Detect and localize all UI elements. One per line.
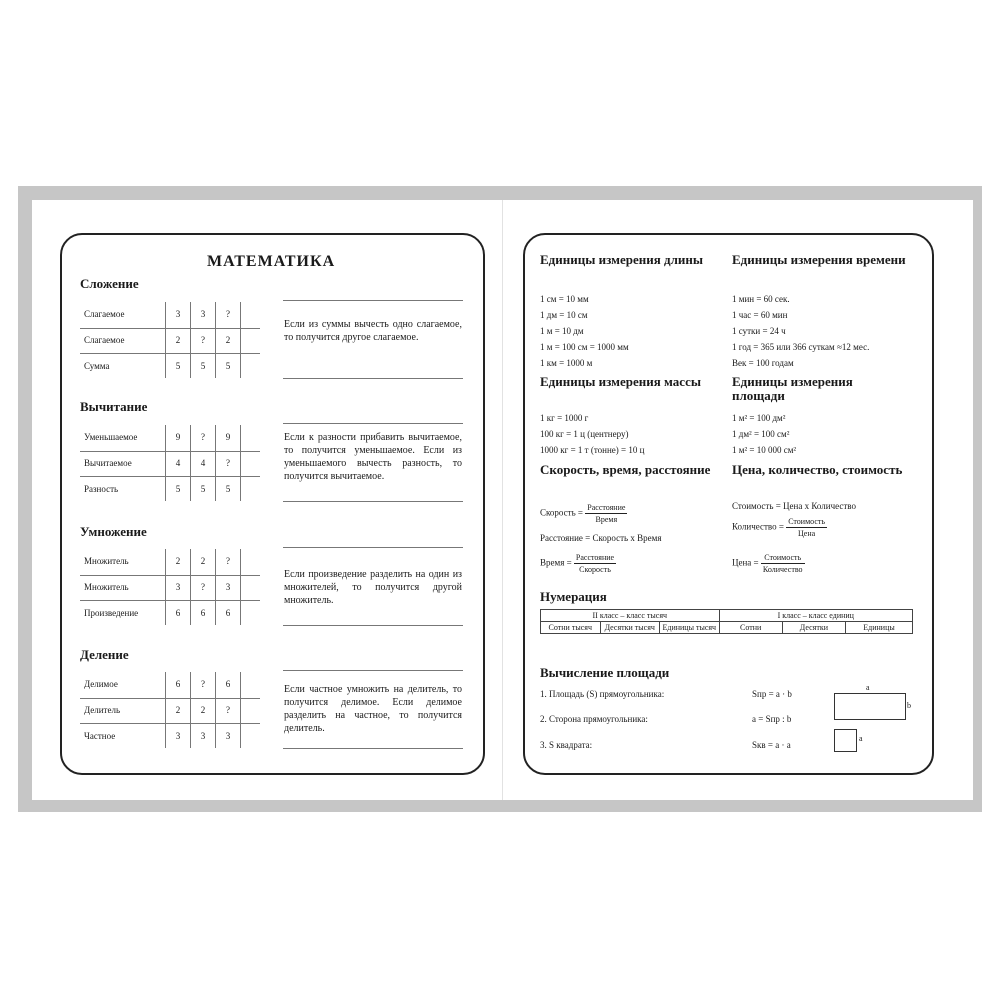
table-rule [80, 698, 260, 699]
row-label: Вычитаемое [84, 458, 132, 468]
cell-value: 3 [225, 731, 231, 741]
cell-value: 2 [175, 335, 181, 345]
table-rule [215, 425, 216, 501]
cell-value: 4 [175, 458, 181, 468]
place-cell: Единицы тысяч [660, 622, 720, 634]
areacalc-formula: Sкв = a · a [752, 740, 791, 750]
cell-value: 6 [225, 608, 231, 618]
note-rule [283, 423, 463, 424]
table-rule [240, 425, 241, 501]
numeration-table [540, 609, 913, 634]
cell-value: 6 [200, 608, 206, 618]
area-line: 1 м² = 10 000 см² [732, 445, 797, 455]
cell-value: ? [201, 335, 205, 345]
price-heading: Цена, количество, стоимость [732, 462, 903, 477]
note-rule [283, 670, 463, 671]
table-rule [80, 723, 260, 724]
time-line: 1 сутки = 24 ч [732, 326, 786, 336]
cell-value: 6 [175, 679, 181, 689]
place-cell: Десятки [782, 622, 845, 634]
fraction-numerator: Стоимость [788, 517, 826, 526]
table-rule [240, 302, 241, 378]
area-heading: Единицы измерения площади [732, 374, 853, 403]
time-line: 1 мин = 60 сек. [732, 294, 790, 304]
table-row [541, 610, 913, 622]
row-label: Частное [84, 731, 116, 741]
fraction-denominator: Цена [798, 529, 816, 538]
speed-fraction [585, 502, 627, 525]
time-line: 1 год = 365 или 366 суткам ≈12 мес. [732, 342, 870, 352]
fraction-denominator: Количество [762, 565, 803, 574]
cell-value: ? [201, 679, 205, 689]
time-line: 1 час = 60 мин [732, 310, 788, 320]
row-label: Множитель [84, 582, 129, 592]
row-label: Сумма [84, 361, 110, 371]
rule-note: Если к разности прибавить вычитаемое, то получится уменьшаемое. Если из уменьшаемого вычесть разность, то получится вычитаемое. [284, 432, 462, 482]
mass-heading: Единицы измерения массы [540, 374, 701, 389]
mass-line: 100 кг = 1 ц (центнеру) [540, 429, 629, 439]
time-heading: Единицы измерения времени [732, 252, 906, 267]
table-rule [165, 425, 166, 501]
fraction-denominator: Скорость [579, 565, 611, 574]
cell-value: 9 [225, 432, 231, 442]
table-row [541, 622, 913, 634]
quantity-lhs: Количество = [732, 521, 784, 532]
time-line: Век = 100 годам [732, 358, 794, 368]
table-rule [215, 672, 216, 748]
table-rule [240, 549, 241, 625]
table-rule [80, 476, 260, 477]
rectangle-top-label: a [866, 683, 870, 692]
distance-formula: Расстояние = Скорость х Время [540, 533, 662, 543]
center-fold [502, 200, 503, 800]
rectangle-side-label: b [907, 701, 911, 710]
speed-heading: Скорость, время, расстояние [540, 462, 711, 477]
section-heading: Умножение [80, 524, 147, 539]
table-rule [190, 425, 191, 501]
fraction-numerator: Расстояние [587, 503, 626, 512]
cell-value: 3 [225, 582, 231, 592]
cell-value: 2 [200, 556, 206, 566]
cell-value: 5 [200, 484, 206, 494]
rule-note: Если из суммы вычесть одно слагаемое, то получится другое слагаемое. [284, 319, 462, 343]
rule-note: Если частное умножить на делитель, то получится делимое. Если делимое разделить на частное, то получится делитель. [284, 684, 462, 734]
cell-value: ? [201, 432, 205, 442]
cell-value: 5 [175, 484, 181, 494]
cell-value: 3 [200, 309, 206, 319]
square-side-label: a [859, 734, 863, 743]
table-rule [80, 600, 260, 601]
cell-value: 3 [175, 731, 181, 741]
length-line: 1 м = 10 дм [540, 326, 584, 336]
row-label: Делимое [84, 679, 118, 689]
length-line: 1 см = 10 мм [540, 294, 589, 304]
cell-value: 2 [175, 556, 181, 566]
areacalc-formula: Sпр = a · b [752, 689, 792, 699]
place-cell: Сотни [719, 622, 782, 634]
note-rule [283, 300, 463, 301]
note-rule [283, 748, 463, 749]
page-title: МАТЕМАТИКА [207, 253, 336, 270]
row-label: Разность [84, 484, 119, 494]
cell-value: 6 [175, 608, 181, 618]
table-rule [80, 353, 260, 354]
cell-value: 5 [200, 361, 206, 371]
fraction-denominator: Время [595, 515, 618, 524]
time-fraction [574, 552, 616, 575]
cell-value: ? [226, 556, 230, 566]
cell-value: 5 [225, 361, 231, 371]
cell-value: 5 [175, 361, 181, 371]
mass-line: 1 кг = 1000 г [540, 413, 589, 423]
areacalc-label: 2. Сторона прямоугольника: [540, 714, 648, 724]
place-cell: Сотни тысяч [541, 622, 601, 634]
row-label: Множитель [84, 556, 129, 566]
section-heading: Вычитание [80, 399, 148, 414]
fraction-numerator: Расстояние [575, 553, 615, 562]
price-lhs: Цена = [732, 557, 759, 568]
row-label: Слагаемое [84, 335, 125, 345]
numeration-heading: Нумерация [540, 589, 607, 604]
mass-line: 1000 кг = 1 т (тонне) = 10 ц [540, 445, 645, 455]
time-lhs: Время = [540, 557, 572, 568]
price-fraction [761, 552, 805, 575]
length-line: 1 дм = 10 см [540, 310, 588, 320]
cell-value: 6 [225, 679, 231, 689]
length-line: 1 км = 1000 м [540, 358, 593, 368]
quantity-formula [732, 516, 827, 539]
rule-note: Если произведение разделить на один из множителей, то получится другой множитель. [284, 569, 462, 606]
cell-value: 2 [225, 335, 231, 345]
table-rule [80, 451, 260, 452]
table-rule [190, 549, 191, 625]
area-line: 1 дм² = 100 см² [732, 429, 790, 439]
table-rule [190, 672, 191, 748]
square-diagram [834, 729, 857, 752]
table-rule [165, 549, 166, 625]
time-formula [540, 552, 616, 575]
length-heading: Единицы измерения длины [540, 252, 704, 267]
quantity-fraction [786, 516, 827, 539]
cell-value: ? [226, 705, 230, 715]
cell-value: ? [201, 582, 205, 592]
fraction-numerator: Стоимость [761, 552, 805, 564]
cell-value: 2 [175, 705, 181, 715]
speed-lhs: Скорость = [540, 507, 584, 518]
cell-value: 3 [175, 582, 181, 592]
price-formula [732, 552, 805, 575]
cell-value: 4 [200, 458, 206, 468]
note-rule [283, 378, 463, 379]
table-rule [215, 302, 216, 378]
table-rule [215, 549, 216, 625]
place-cell: Единицы [846, 622, 913, 634]
row-label: Произведение [84, 608, 139, 618]
table-rule [165, 672, 166, 748]
cell-value: 3 [175, 309, 181, 319]
cell-value: 2 [200, 705, 206, 715]
areacalc-label: 3. S квадрата: [540, 740, 593, 750]
units-class-cell: I класс – класс единиц [719, 610, 912, 622]
row-label: Уменьшаемое [84, 432, 138, 442]
place-cell: Десятки тысяч [600, 622, 660, 634]
cell-value: ? [226, 309, 230, 319]
speed-formula [540, 502, 627, 525]
cell-value: 9 [175, 432, 181, 442]
areacalc-heading: Вычисление площади [540, 665, 670, 680]
thousands-class-cell: II класс – класс тысяч [541, 610, 720, 622]
row-label: Делитель [84, 705, 121, 715]
cost-formula: Стоимость = Цена х Количество [732, 501, 856, 511]
areacalc-label: 1. Площадь (S) прямоугольника: [540, 689, 665, 699]
table-rule [80, 328, 260, 329]
note-rule [283, 501, 463, 502]
length-line: 1 м = 100 см = 1000 мм [540, 342, 629, 352]
table-rule [165, 302, 166, 378]
section-heading: Сложение [80, 276, 139, 291]
areacalc-formula: a = Sпр : b [752, 714, 792, 724]
cell-value: 3 [200, 731, 206, 741]
note-rule [283, 625, 463, 626]
note-rule [283, 547, 463, 548]
cell-value: 5 [225, 484, 231, 494]
table-rule [240, 672, 241, 748]
cell-value: ? [226, 458, 230, 468]
table-rule [80, 575, 260, 576]
rectangle-diagram [834, 693, 906, 720]
row-label: Слагаемое [84, 309, 125, 319]
table-rule [190, 302, 191, 378]
area-line: 1 м² = 100 дм² [732, 413, 786, 423]
section-heading: Деление [80, 647, 129, 662]
